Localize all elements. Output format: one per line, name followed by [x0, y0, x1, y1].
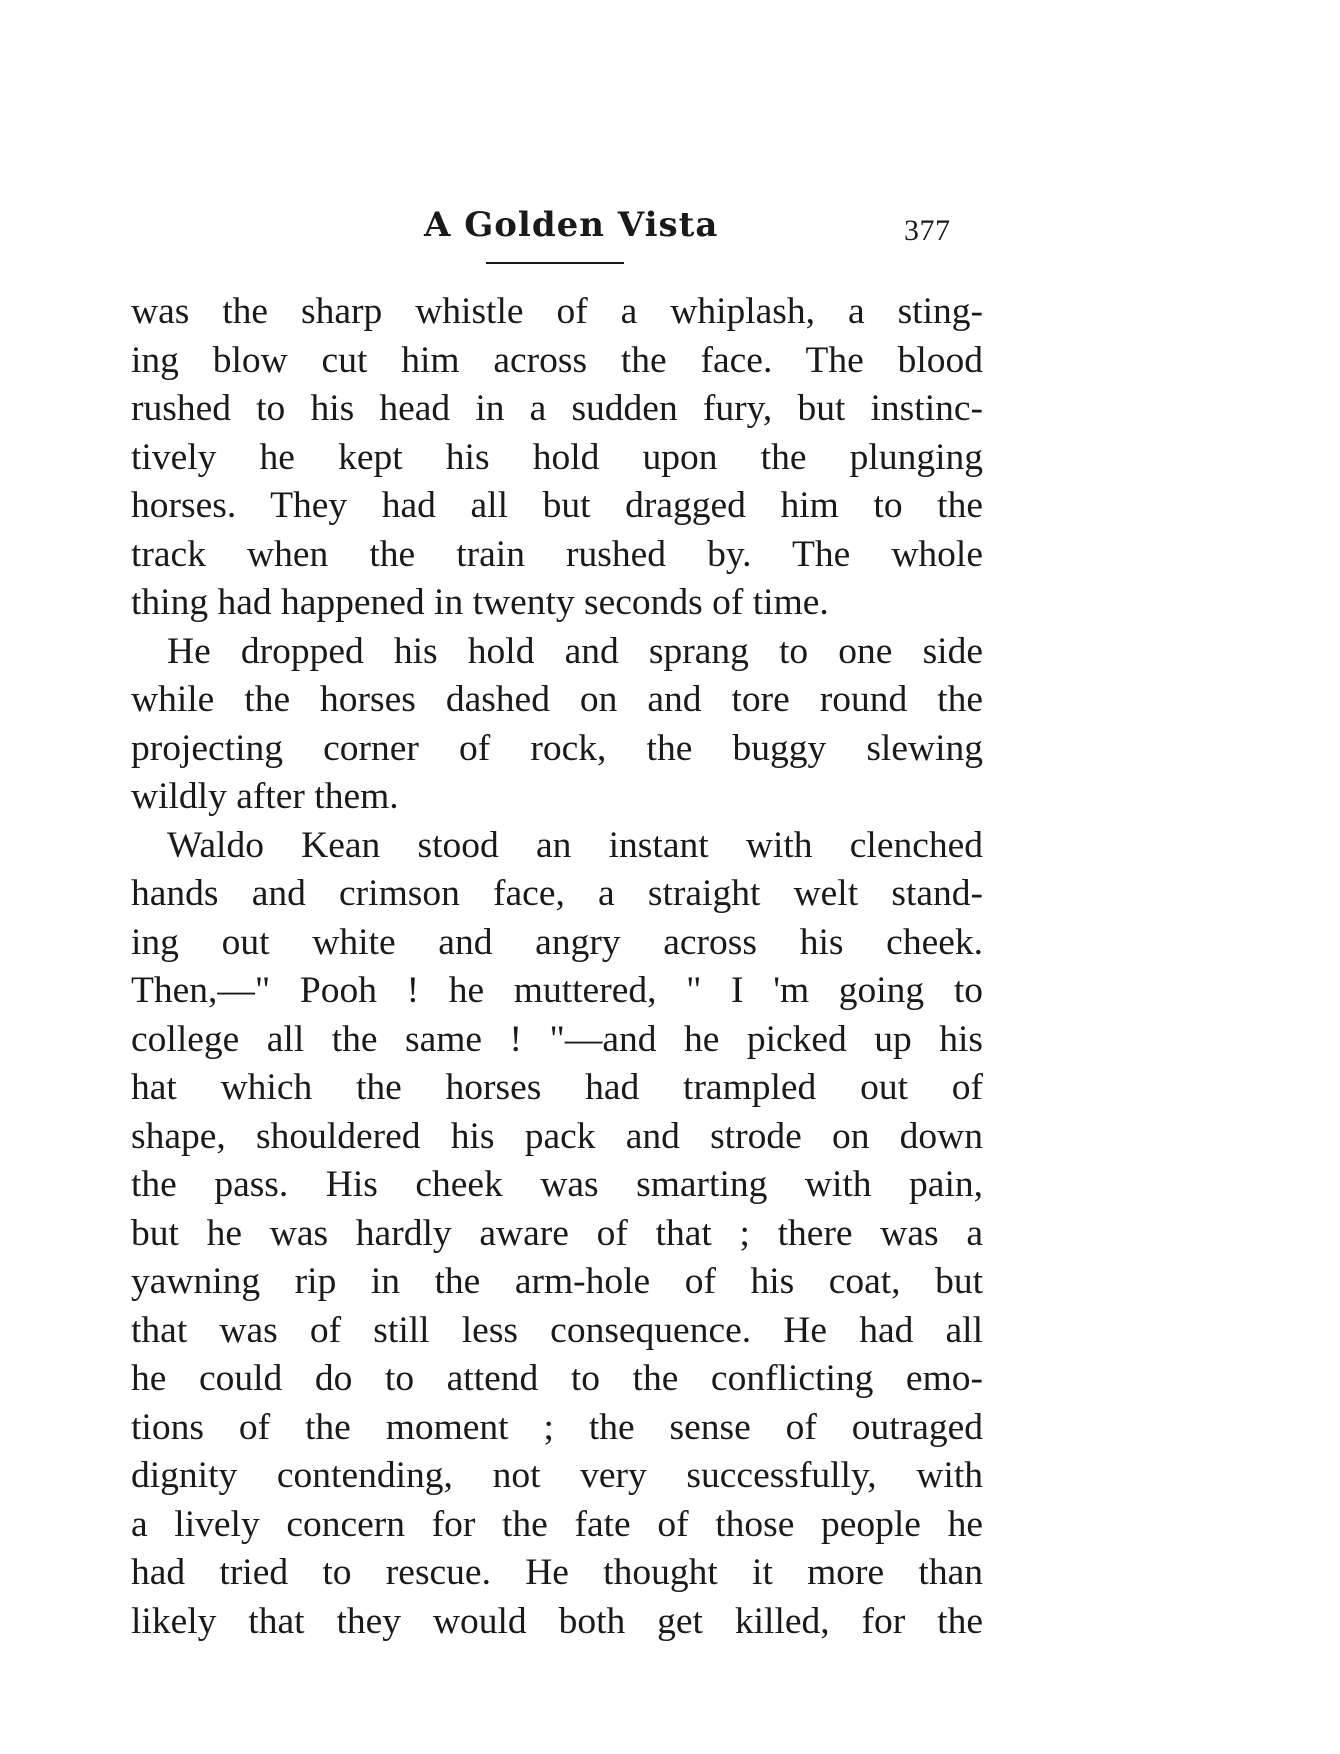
text-line: rushed to his head in a sudden fury, but instinc- — [131, 388, 983, 429]
text-line: was the sharp whistle of a whiplash, a sting- — [131, 291, 983, 332]
text-line: ing blow cut him across the face. The blood — [131, 339, 983, 381]
text-line: Then,—" Pooh ! he muttered, " I 'm going to — [131, 970, 983, 1011]
text-line: thing had happened in twenty seconds of time. — [131, 582, 829, 623]
page-number: 377 — [904, 214, 951, 247]
text-line: tively he kept his hold upon the plunging — [131, 436, 983, 478]
text-line: hat which the horses had trampled out of — [131, 1067, 983, 1108]
text-line: tions of the moment ; the sense of outraged — [131, 1406, 983, 1448]
text-line: likely that they would both get killed, for the — [131, 1600, 983, 1642]
text-line: had tried to rescue. He thought it more than — [131, 1552, 983, 1593]
text-line: while the horses dashed on and tore round the — [131, 679, 983, 720]
text-line: that was of still less consequence. He had all — [131, 1309, 983, 1351]
running-title: A Golden Vista — [424, 205, 719, 245]
text-line: a lively concern for the fate of those people he — [131, 1503, 983, 1545]
running-head — [0, 204, 1340, 254]
text-line: the pass. His cheek was smarting with pain, — [131, 1164, 983, 1205]
text-line: dignity contending, not very successfully, with — [131, 1455, 983, 1496]
text-line: college all the same ! "—and he picked up his — [131, 1018, 983, 1060]
text-line: projecting corner of rock, the buggy slewing — [131, 727, 983, 769]
text-line: He dropped his hold and sprang to one side — [167, 630, 983, 672]
text-line: Waldo Kean stood an instant with clenched — [167, 824, 983, 866]
paragraph — [131, 288, 983, 628]
text-line: track when the train rushed by. The whole — [131, 533, 983, 575]
text-line: he could do to attend to the conflicting emo- — [131, 1358, 983, 1399]
paragraph — [131, 628, 983, 822]
text-line: shape, shouldered his pack and strode on down — [131, 1115, 983, 1157]
text-line: hands and crimson face, a straight welt stand- — [131, 873, 983, 914]
text-line: wildly after them. — [131, 776, 399, 817]
text-line: ing out white and angry across his cheek. — [131, 921, 983, 963]
text-line: yawning rip in the arm-hole of his coat, but — [131, 1261, 983, 1302]
text-line: but he was hardly aware of that ; there was a — [131, 1212, 983, 1254]
header-rule — [486, 262, 624, 264]
body-text — [131, 288, 983, 1646]
paragraph — [131, 822, 983, 1647]
text-line: horses. They had all but dragged him to the — [131, 485, 983, 526]
